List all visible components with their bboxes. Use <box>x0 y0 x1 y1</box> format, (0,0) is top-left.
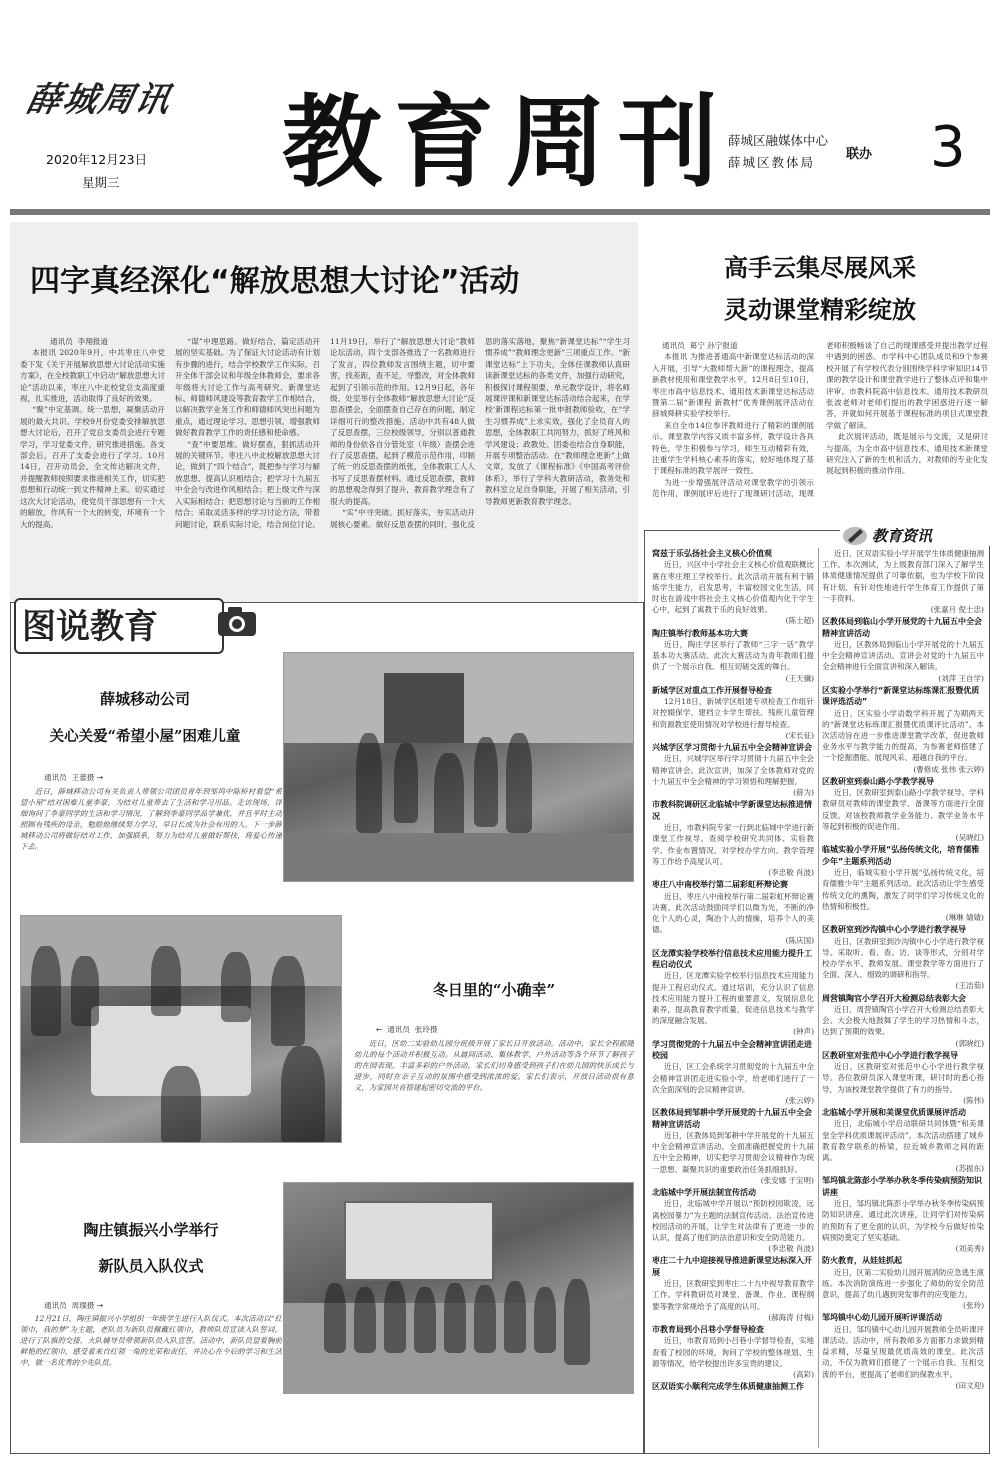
publication-title: 教育周刊 <box>282 83 730 201</box>
news-item-text: 近日，邹坞镇中心幼儿园开展教师全员听课评课活动。活动中，所有教师多方面都力求做到精益求精，尽量呈现最优质高效的课堂。此次活动，不仅为教师们搭建了一个展示自我、互相交流的平台，更提高了老师们的保教水平。 <box>822 1324 984 1379</box>
lead-paragraph: “实”中寻突破。抓好落实，夯实活动开展核心要素。做好反思查摆的同时，强化反思的落实落地，聚焦“新课堂达标”“学生习惯养成”“教师理念更新”三项重点工作。“新课堂达标”上下功夫，全体任课教师认真研读新课堂达标的各类文件，加强行动研究，积极探讨课程领要，单元教学设计，将名师展课评课和新课堂达标活动结合起来，在学校‘新课程达标第一批申报教师验收，在“学生习惯养成”上求实效，强化了全员育人的思想，全体教职工共同努力，抓好了班风和学风建设；政教处、团委也结合自身职能，开展专项整治活动。在“教师理念更新”上做文章，发放了《课程标准》《中国高考评价体系》，举行了学科大教研活动，教务处和教科室立足自身职能，开展了相关活动，引导教师更新教育教学理念。 <box>330 337 630 529</box>
right-lead-paragraph: 来自全市14位参评教师进行了精彩的课例展示。课堂教学内容又质丰富多样，教学设计各具特色，学生积极参与学习，师生互动精彩有效，注重学生学科核心素养的落实，较好地体现了基于课程标准的教学展评一致性。 <box>652 420 814 476</box>
news-column-2 <box>822 548 984 1448</box>
story3-byline-label: 通讯员 <box>44 1301 67 1310</box>
story1-byline-label: 通讯员 <box>44 773 67 782</box>
news-item-author: (田文迎) <box>955 1380 984 1390</box>
news-item-title: 北临城中学开展法制宣传活动 <box>652 1188 756 1198</box>
news-item-title: 临城实验小学开展“弘扬传统文化，培育儒雅少年”主题系列活动 <box>822 845 980 866</box>
news-item-title: 陶庄镇举行教师基本功大赛 <box>652 628 748 638</box>
news-item <box>652 1039 814 1107</box>
story3-text: 12月21日，陶庄镇振兴小学组织一年级学生进行入队仪式。本次活动以“红领巾，我的梦”为主题，老队员为新队员佩戴红领巾，教师队员宣读入队誓词。进行了队旗的交接，大队辅导员带领新队员入队宣誓。活动中，新队员望着胸前鲜艳的红领巾，感受着来自红领一角的光荣和责任，并决心在今后的学习和生活中，做一名优秀的少先队员。 <box>20 1314 282 1367</box>
news-item-text: 近日，区第二实验幼儿园开展消防应急逃生演练。本次消防演练进一步强化了师幼的安全防范意识，提高了幼儿遇到突发事件的应变能力。 <box>822 1267 984 1300</box>
issue-date: 2020年12月23日 <box>46 152 148 167</box>
right-lead-byline-label: 通讯员 <box>662 341 685 350</box>
lead-paragraph: “查”中要思维。做好摆查，狠抓活动开展的关键环节。枣庄八中北校解放思想大讨论，做到了“四个结合”，既把参与学习与解放思想、提高认识相结合；把学习十九届五中全会与改进作风相结合；把上级文件与深入实际相结合；把思想讨论与当前的工作相结合；采取灵活多样的学习讨论方法，带着问题讨论，联系实际讨论，结合岗位讨论。11月19日，举行了“解放思想大讨论”教师论坛活动，四个支部各推选了一名教师进行了发言，四位教师发言围绕主题，切中要害，找差距，查不足，寻整改，对全体教师起到了引领示范的作用。12月9日起，各年级、处室举行全体教师“解放思想大讨论”反思查摆会，全面摆查自己存在的问题，制定详细可行的整改措施。活动中共有48人做了反思查摆，三位校级领导，分别以普通教师的身份依各自分管处室（年级）查摆会进行了反思查摆，起到了模范示范作用，印制了统一的反思查摆的纸张，全体教职工人人书写了反思查摆材料。通过反思查摆，教师的思想观念得到了提升，教育教学理念有了很大的提高。 <box>175 337 475 529</box>
news-item-title: 北临城小学开展和美课堂优质课展评活动 <box>822 1107 966 1117</box>
news-item-author: (张玲) <box>963 1301 984 1311</box>
pen-icon <box>842 524 868 546</box>
news-item-title: 枣庄二十九中迎接视导推进新课堂达标深入开展 <box>652 1256 812 1277</box>
page-number: 3 <box>930 115 966 180</box>
news-item-author: (张安娜 于宝明) <box>760 1175 814 1185</box>
news-item <box>822 1255 984 1311</box>
news-item <box>822 685 984 775</box>
news-item-title: 周营镇陶官小学召开大检测总结表彰大会 <box>822 993 966 1003</box>
news-item-title: 窝兹于乐弘扬社会主义核心价值观 <box>652 549 772 558</box>
news-item <box>822 548 984 615</box>
news-item <box>822 1312 984 1391</box>
news-header <box>840 520 990 550</box>
story3-title-2: 新队员入队仪式 <box>98 1257 204 1275</box>
news-item-author: (薛为) <box>793 788 814 798</box>
news-item-author: (王洁茹) <box>955 981 984 991</box>
news-header-text: 教育资讯 <box>872 527 933 545</box>
news-item-title: 区教体局到邹耕中学开展党的十九届五中全会精神宣讲活动 <box>652 1108 812 1129</box>
news-item-author: (吴晓红) <box>955 833 984 843</box>
news-item-text: 近日，临城实验小学开展“弘扬传统文化，培育儒雅少年”主题系列活动。此次活动让学生感受传统文化的熏陶，激发了同学们学习传统文化的热情和积极性。 <box>822 868 984 911</box>
organizer-1: 薛城区融媒体中心 <box>728 133 829 148</box>
news-item <box>822 1107 984 1174</box>
news-item-author: (郝海涛 付梅) <box>768 1312 814 1322</box>
story1-byline-name: 王蕾摄 <box>71 773 95 782</box>
news-item-author: (刘美秀) <box>955 1244 984 1254</box>
lead-byline-label: 通讯员 <box>50 337 73 346</box>
right-lead-paragraph: 为进一步增强展评活动对课堂教学的引领示范作用，课例展评后进行了现课研讨活动，现课老师积极畅谈了自己的现课感受并提出教学过程中遇到的困惑。市学科中心团队成员和9个参赛校开展了有学校代表分别围绕学科学审知识14节课的教学设计和课堂教学进行了整体点评和集中评审。市教科院高中信息技术、通用技术教研员张波老师对老师们提出的教学困惑进行逐一解答，并就如何开展基于课程标准的项目式课堂教学做了解读。 <box>652 341 988 499</box>
news-item-author: (刘萍 王自学) <box>938 673 984 683</box>
news-item-text: 近日，区教研室到沙沟镇中心小学进行教学视导。采取听、看、查、访、谈等形式，分别对学校办学水平、教师发展、课堂教学等方面进行了全面、深入、细致的调研和指导。 <box>822 936 984 980</box>
news-item <box>822 924 984 991</box>
news-item <box>822 776 984 843</box>
news-item-title: 区教研室到泰山路小学教学视导 <box>822 776 934 786</box>
right-lead-byline-name: 葛宁 孙宁报道 <box>689 341 738 350</box>
right-lead-headline-2: 灵动课堂精彩绽放 <box>724 296 916 324</box>
news-item <box>822 993 984 1049</box>
lead-byline-name: 李翔报道 <box>77 337 108 346</box>
news-item-author: (王天骥) <box>785 673 814 683</box>
news-item-author: (郭晓红) <box>955 1038 984 1048</box>
story2-byline-label: 通讯员 <box>387 1025 410 1034</box>
news-item-text: 近日，市教育局到小吕巷小学督导检查，实地查看了校园的环境，询问了学校的整体规划、生源等情况，给学校提出许多宝贵的建议。 <box>652 1336 814 1368</box>
news-item-author: (陈士超) <box>785 616 814 626</box>
news-item-title: 学习贯彻党的十九届五中全会精神宣讲团走进校园 <box>652 1039 812 1060</box>
news-item-author: (李忠敬 肖波) <box>768 1244 814 1254</box>
news-item-title: 区双语实小顺利完成学生体质健康抽测工作 <box>652 1382 804 1392</box>
story3-photo <box>283 1182 634 1394</box>
news-item-title: 区实验小学举行“新课堂达标练课汇报暨优质课评选活动” <box>822 685 980 707</box>
news-item-text: 近日，邹坞镇北陈彭小学举办秋冬季传染病预防知识讲座。通过此次讲座，让同学们对传染病的预防有了更全面的认识，为学校今后做好传染病预防奠定了坚实基础。 <box>822 1199 984 1242</box>
news-item <box>652 1107 814 1186</box>
organizer-2: 薛城区教体局 <box>728 155 816 170</box>
story2-byline: ← 通讯员 张玲摄 <box>376 1025 438 1034</box>
news-item-text: 近日，兴城学区举行学习贯彻十九届五中全会精神宣讲会。此次宣讲，加深了全体教师对党的十九届五中全会精神的学习领悟和理解把握。 <box>652 754 814 786</box>
news-item-title: 区教研室到沙沟镇中心小学进行教学视导 <box>822 925 966 935</box>
story2-title: 冬日里的“小确幸” <box>432 981 556 999</box>
right-lead-paragraph: 此次展评活动，既是展示与交流，又是研讨与提高，为全市高中信息技术、通用技术新课堂研究注入了新的生机和活力，对教师的专业化发展起到积极的推动作用。 <box>826 432 988 476</box>
news-item <box>822 1050 984 1106</box>
lead-headline: 四字真经深化“解放思想大讨论”活动 <box>30 264 520 299</box>
lead-article <box>20 336 630 598</box>
news-item-title: 兴城学区学习贯彻十九届五中全会精神宣讲会 <box>652 743 812 753</box>
tushuo-badge-text: 图说教育 <box>22 607 158 647</box>
news-item-title: 防火教育，从娃娃抓起 <box>822 1256 902 1266</box>
news-item <box>652 948 814 1038</box>
news-item-title: 邹坞镇北陈彭小学举办秋冬季传染病预防知识讲座 <box>822 1176 982 1197</box>
news-item-text: 近日，区实验小学语数学科开展了为期两天的“新课堂达标练课汇报暨优质课评比活动”。本次活动旨在进一步推进课堂教学改革，促进教师业务水平与教学能力的提高，为参赛老师搭建了一个挖掘潜能、展现风采、超越自我的平台。 <box>822 708 984 763</box>
lead-paragraph: “聚”中定基调。统一思想，凝聚活动开展的最大共识。学校9月份党委安排解放思想大讨论后，召开了党总支委员会进行专题学习，学习党委文件，研究推进措施。各支部会后，召开了支委会进行了学习。10月14日，召开动员会，全文传达解决文件，并提醒教师按照要求推进相关工作，切实把思想和行动统一到文件精神上来。切实通过这次大讨论活动，使党员干部思想有一个大的解放，作风有一个大的转变，环境有一个大的提高。 <box>20 405 165 529</box>
news-item <box>652 685 814 741</box>
news-item <box>652 1255 814 1323</box>
story1-text: 近日，薛城移动公司有关负责人带领公司团员青年到邹坞中陈桥村看望“希望小屋”结对困难儿童李豪，为结对儿童带去了生活和学习用品。走访现场，详细询问了李豪同学的生活和学习情况，了解到李豪同学品学兼优，并且平时主动照顾有残疾的母亲，勉励他继续努力学习，早日长成为社会有用的人。下一步薛城移动公司将做好结对工作，加强联系，努力为结对儿童做好帮扶，将爱心传递下去。 <box>20 787 282 851</box>
news-item <box>652 1187 814 1254</box>
story3-title-1: 陶庄镇振兴小学举行 <box>83 1221 219 1239</box>
news-item-title: 区教体局到临山小学开展党的十九届五中全会精神宣讲活动 <box>822 617 982 638</box>
masthead-rule <box>10 209 990 215</box>
news-item-text: 近日，陶庄学区举行了教师“三字一话”教学基本功大赛活动。此次大赛活动为青年教师们提供了一个展示自我、相互切磋交流的舞台。 <box>652 640 814 672</box>
masthead <box>0 0 1000 215</box>
news-item-author: (张云婷) <box>785 1095 814 1105</box>
camera-icon <box>214 604 260 640</box>
news-item-title: 市教科院调研区北临城中学新课堂达标推进情况 <box>652 800 812 821</box>
news-item-text: 近日，区教体局到邹耕中学开展党的十九届五中全会精神宣讲活动。全面准确把握党的十九届五中全会精神，切实把学习贯彻会议精神作为统一思想、凝聚共识的重要政治任务抓细抓好。 <box>652 1131 814 1174</box>
news-item-text: 近日，区教研室到枣庄二十九中视导教育教学工作。学科教研员对课堂、备课、作业、课程纲要等教学常规给予了高度的认可。 <box>652 1279 814 1311</box>
right-lead-paragraph: 本报讯 为推进普通高中新课堂达标活动的深入开展，引导“大教师帮大新”的课程理念，提高新教材使用和课堂教学水平，12月8日至10日，枣庄市高中信息技术、通用技术新课堂达标活动暨第二届“新课程 新教材”优秀课例展评活动在薛城舜耕实验学校举行。 <box>652 352 814 419</box>
right-lead-article <box>652 340 988 540</box>
news-item-author: (苏振东) <box>955 1164 984 1174</box>
lead-paragraph: 本报讯 2020年9月，中共枣庄八中党委下发《关于开展解放思想大讨论活动实施方案》，在全校教职工中启动“解放思想大讨论”活动以来，枣庄八中北校党总支高度重视，扎实推进，活动取得了良好的效果。 <box>20 348 165 404</box>
story1-title-2: 关心关爱“希望小屋”困难儿童 <box>49 728 241 745</box>
story3-byline-name: 周璨摄 <box>71 1301 95 1310</box>
news-item-text: 近日，北临城小学启动联研共同体暨“和美课堂全学科优质课展评活动”。本次活动搭建了城乡教育教学联系的桥梁，拉近城乡教师之间的距离。 <box>822 1119 984 1162</box>
news-item-title: 区教研室对张范中心小学进行教学视导 <box>822 1050 958 1060</box>
news-item-author: (宋长征) <box>785 730 814 740</box>
news-item <box>652 879 814 946</box>
news-item-title: 新城学区对重点工作开展督导检查 <box>652 685 772 695</box>
news-item-title: 区龙潭实验学校举行信息技术应用能力提升工程启动仪式 <box>652 948 812 969</box>
news-item-text: 近日，区双语实验小学开展学生体质健康抽测工作。本次测试，为上级教育部门深入了解学生体质健康情况提供了可靠依据，也为学校下阶段有计划、有针对性地进行学生体育工作提供了第一手资料。 <box>822 549 984 603</box>
right-lead-headline-1: 高手云集尽展风采 <box>724 254 916 282</box>
news-item-text: 近日，兴区中小学社会主义核心价值观联概比赛在枣庄理工学校举行。此次活动开展有利于锻炼学生能力，启发思考，丰富校园文化生活，同时也在游戏中将社会主义核心价值观内化于学生心中，起到了寓教于乐的良好效果。 <box>652 560 814 615</box>
news-item-title: 邹坞镇中心幼儿园开展听评课活动 <box>822 1313 942 1323</box>
news-item-author: (张嘉月 倪士忠) <box>930 605 984 615</box>
news-item-author: (琳琳 婧婧) <box>945 912 984 922</box>
news-column-divider <box>818 548 819 1448</box>
news-item <box>652 628 814 684</box>
story2-byline-name: 张玲摄 <box>414 1025 438 1034</box>
news-item <box>652 1381 814 1392</box>
news-item-text: 近日，市教科院专家一行到北临城中学进行新课堂工作视导，查阅学校研究共同体、实验教学、作业布置情况、对学校办学方向、教学管理等工作给予高度认可。 <box>652 823 814 866</box>
news-item <box>822 1175 984 1254</box>
news-item <box>652 799 814 878</box>
news-item-text: 近日，北临城中学开展以“预防校园欺凌，远离校园暴力”为主题的法制宣传活动。法治宣传进校园活动的开展，让学生对法律有了更进一步的认识，提高了他们的法治意识和安全防范能力。 <box>652 1199 814 1243</box>
story1-title-1: 薛城移动公司 <box>99 690 190 708</box>
story3-byline: 通讯员 周璨摄 → <box>44 1301 104 1310</box>
news-item <box>822 616 984 684</box>
news-item-text: 近日，周营镇陶官小学召开大检测总结表彰大会。大会极大地鼓舞了学生的学习热情和斗志，达到了预期的效果。 <box>822 1004 984 1037</box>
news-item-author: (陈伟) <box>963 1095 984 1105</box>
story2-text: 近日，区幼二实验幼儿园分班级开展了家长日开放活动。活动中，家长全程跟随幼儿的每个活动并积极互动。从晨间活动、集体教学、户外活动等各个环节了解孩子的在园表现。丰富多彩的户外活动，家长们切身感受到孩子们在幼儿园的快乐成长与进步，同时在亲子互动的氛围中感受到浓浓的爱。家长们表示，开放日活动很有意义，为家园共育搭建起密切交流的平台。 <box>354 1039 634 1092</box>
news-item-text: 近日，区龙潭实验学校举行信息技术应用能力提升工程启动仪式。通过培训，充分认识了信息技术应用能力提升工程的重要意义，发展信息化素养，提高教育教学质量，促进信息技术与教学的深度融合发展。 <box>652 971 814 1026</box>
story1-photo <box>283 652 634 882</box>
news-item-text: 近日，区教体局到临山小学开展党的十九届五中全会精神宣讲活动。宣讲会对党的十九届五中全会精神进行全面宣讲和深入解读。 <box>822 640 984 672</box>
news-column-1 <box>652 548 814 1448</box>
lead-paragraph: “谋”中理思路。做好结合，篇定活动开展的坚实基础。为了保证大讨论活动有计划有步骤的进行，结合学校教学工作实际，召开全体干部会议和年级全体教师会，要求各年级将大讨论工作与高考研究、新课堂达标、师德师风建设等教育教学工作相结合，以解决教学业务工作和师德师风突出问题为重点，通过理论学习、思想引领、增强教师做好教育教学工作的责任感和使命感。 <box>175 337 320 438</box>
tushuo-badge <box>14 594 264 660</box>
news-item-title: 枣庄八中南校举行第二届彩虹杯辩论赛 <box>652 880 788 890</box>
logo-script: 薛城周讯 <box>23 80 176 120</box>
story2-photo <box>20 915 342 1143</box>
news-item-text: 近日，枣庄八中南校举行第二届彩虹杯辩论赛决赛。此次活动鼓励同学们以微为光，不断的净化个人的心灵，陶冶个人的情操，培养个人的美德。 <box>652 891 814 935</box>
news-item-author: (高彩) <box>793 1370 814 1380</box>
news-item-text: 近日，区教研室对张范中心小学进行教学视导。各位教研员深入课堂听课，研讨时的悉心指导，为该校课堂教学提供了有力的指导。 <box>822 1062 984 1094</box>
news-item-author: (李忠敬 肖波) <box>768 867 814 877</box>
news-item <box>822 844 984 923</box>
news-item <box>652 742 814 798</box>
news-item-text: 12月18日，新城学区组建专项检查工作组针对控辍保学、建档立卡学生帮扶、残疾儿童管理和资源教室使用情况对学校进行督导检查。 <box>652 697 814 729</box>
news-item-text: 近日，区教研室到泰山路小学教学视导。学科教研员对教师的课堂教学、备课等方面进行全面反馈。对该校教师教学业务能力、教学业务水平等起到积极的促进作用。 <box>822 788 984 831</box>
news-item <box>652 548 814 627</box>
news-item-author: (曹修成 张伟 张云婷) <box>913 764 984 774</box>
news-item <box>652 1324 814 1380</box>
news-item-author: (钟声) <box>793 1027 814 1037</box>
news-item-title: 市教育局到小吕巷小学督导检查 <box>652 1325 764 1335</box>
news-item-author: (陈庆国) <box>785 936 814 946</box>
issue-weekday: 星期三 <box>82 175 120 190</box>
joint-label: 联办 <box>846 147 873 162</box>
news-item-text: 近日，区工会系统学习贯彻党的十九届五中全会精神宣讲团走进实验小学，给老师们进行了一次全面深刻的会议精神宣讲。 <box>652 1062 814 1094</box>
story1-byline: 通讯员 王蕾摄 → <box>44 773 104 782</box>
